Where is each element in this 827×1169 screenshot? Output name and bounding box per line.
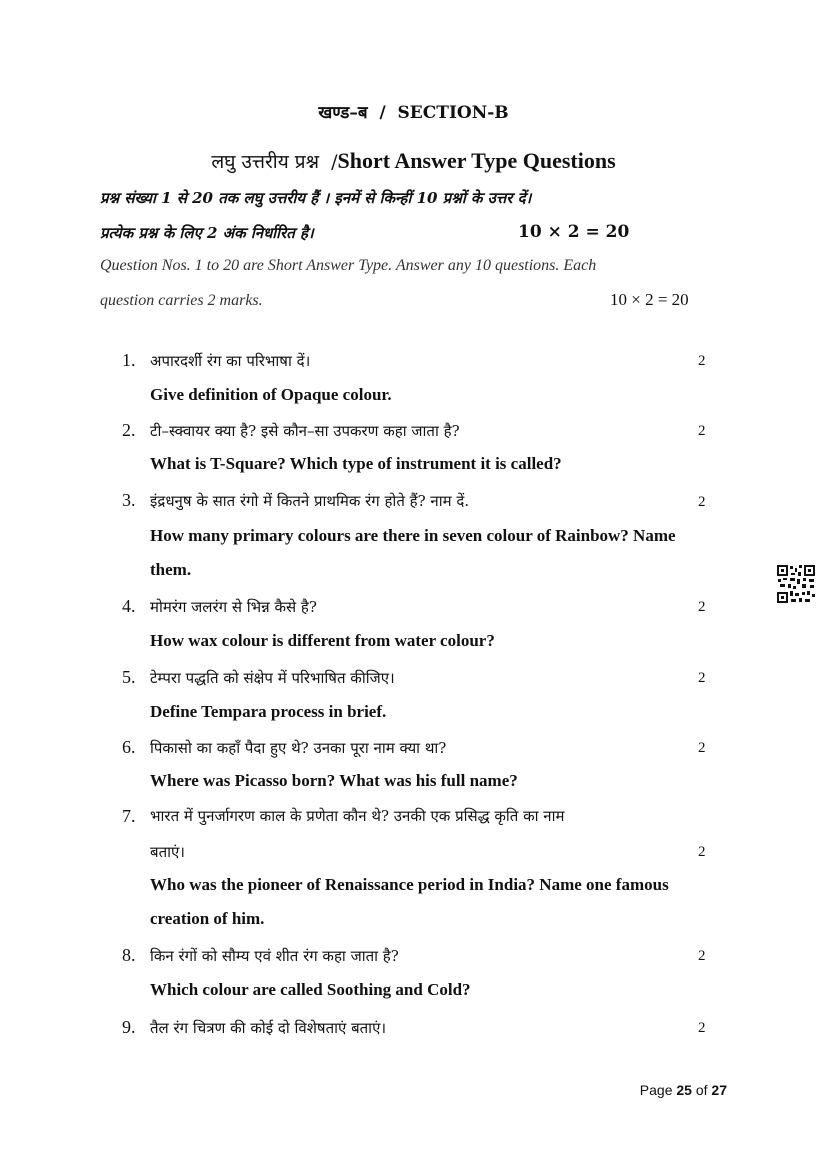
question-hindi: टेम्परा पद्धति को संक्षेप में परिभाषित कीजिए। bbox=[150, 669, 395, 687]
question-marks: 2 bbox=[698, 423, 706, 439]
question-marks: 2 bbox=[698, 494, 706, 510]
question-number: 6. bbox=[122, 737, 136, 757]
section-heading bbox=[0, 100, 827, 123]
question-number: 1. bbox=[122, 350, 136, 370]
question-hindi: तैल रंग चित्रण की कोई दो विशेषताएं बताएं। bbox=[150, 1019, 387, 1037]
question-english: Define Tempara process in brief. bbox=[150, 702, 387, 721]
section-english: SECTION-B bbox=[397, 103, 509, 123]
question-number: 9. bbox=[122, 1017, 136, 1037]
question-english-line2: creation of him. bbox=[150, 909, 265, 928]
footer-page-word: Page bbox=[639, 1082, 673, 1098]
question-english: Where was Picasso born? What was his full name? bbox=[150, 771, 518, 790]
question-english: How wax colour is different from water colour? bbox=[150, 631, 495, 650]
instructions-english-line1: Question Nos. 1 to 20 are Short Answer Type. Answer any 10 questions. Each bbox=[100, 257, 597, 274]
section-hindi: खण्ड–ब bbox=[318, 103, 368, 123]
footer-of-word: of bbox=[695, 1082, 708, 1098]
instructions-english-marks: 10 × 2 = 20 bbox=[610, 290, 689, 309]
question-marks: 2 bbox=[698, 844, 706, 860]
question-marks: 2 bbox=[698, 740, 706, 756]
question-hindi: किन रंगों को सौम्य एवं शीत रंग कहा जाता है? bbox=[150, 947, 399, 965]
question-marks: 2 bbox=[698, 353, 706, 369]
instructions-hindi-line1: प्रश्न संख्या 1 से 20 तक लघु उत्तरीय हैं । इनमें से किन्हीं 10 प्रश्नों के उत्तर दें। bbox=[100, 189, 532, 207]
question-marks: 2 bbox=[698, 1020, 706, 1036]
question-marks: 2 bbox=[698, 670, 706, 686]
question-number: 8. bbox=[122, 945, 136, 965]
instructions-english-line2: question carries 2 marks. bbox=[100, 292, 263, 309]
question-number: 7. bbox=[122, 806, 136, 826]
question-english-line1: How many primary colours are there in seven colour of Rainbow? Name bbox=[150, 526, 676, 545]
question-english: What is T-Square? Which type of instrument it is called? bbox=[150, 454, 562, 473]
question-hindi: अपारदर्शी रंग का परिभाषा दें। bbox=[150, 352, 311, 370]
question-type-heading bbox=[0, 148, 827, 174]
instructions-hindi-marks: 10 × 2 = 20 bbox=[518, 222, 630, 242]
page-footer bbox=[640, 1082, 727, 1098]
question-english-line2: them. bbox=[150, 560, 192, 579]
question-type-english: Short Answer Type Questions bbox=[337, 148, 616, 173]
question-number: 3. bbox=[122, 490, 136, 510]
question-english: Give definition of Opaque colour. bbox=[150, 385, 392, 404]
question-hindi: पिकासो का कहाँ पैदा हुए थे? उनका पूरा नाम क्या था? bbox=[150, 739, 447, 757]
question-hindi-line2: बताएं। bbox=[150, 843, 185, 861]
question-type-hindi: लघु उत्तरीय प्रश्न bbox=[211, 151, 320, 173]
question-marks: 2 bbox=[698, 599, 706, 615]
question-english-line1: Who was the pioneer of Renaissance period in India? Name one famous bbox=[150, 875, 669, 894]
question-hindi: मोमरंग जलरंग से भिन्न कैसे है? bbox=[150, 598, 317, 616]
question-number: 4. bbox=[122, 596, 136, 616]
question-number: 2. bbox=[122, 420, 136, 440]
question-hindi: इंद्रधनुष के सात रंगो में कितने प्राथमिक रंग होते हैं? नाम दें. bbox=[150, 492, 470, 510]
question-marks: 2 bbox=[698, 948, 706, 964]
question-number: 5. bbox=[122, 667, 136, 687]
footer-total-pages: 27 bbox=[711, 1082, 727, 1098]
question-type-separator: / bbox=[331, 151, 338, 173]
question-english: Which colour are called Soothing and Cold? bbox=[150, 980, 471, 999]
instructions-hindi-line2: प्रत्येक प्रश्न के लिए 2 अंक निर्धारित है। bbox=[100, 224, 314, 242]
question-hindi-line1: भारत में पुनर्जागरण काल के प्रणेता कौन थे? उनकी एक प्रसिद्ध कृति का नाम bbox=[150, 807, 565, 825]
footer-current-page: 25 bbox=[676, 1082, 692, 1098]
section-separator: / bbox=[379, 103, 386, 123]
question-hindi: टी–स्क्वायर क्या है? इसे कौन–सा उपकरण कहा जाता है? bbox=[150, 422, 460, 440]
qr-code bbox=[776, 564, 816, 604]
